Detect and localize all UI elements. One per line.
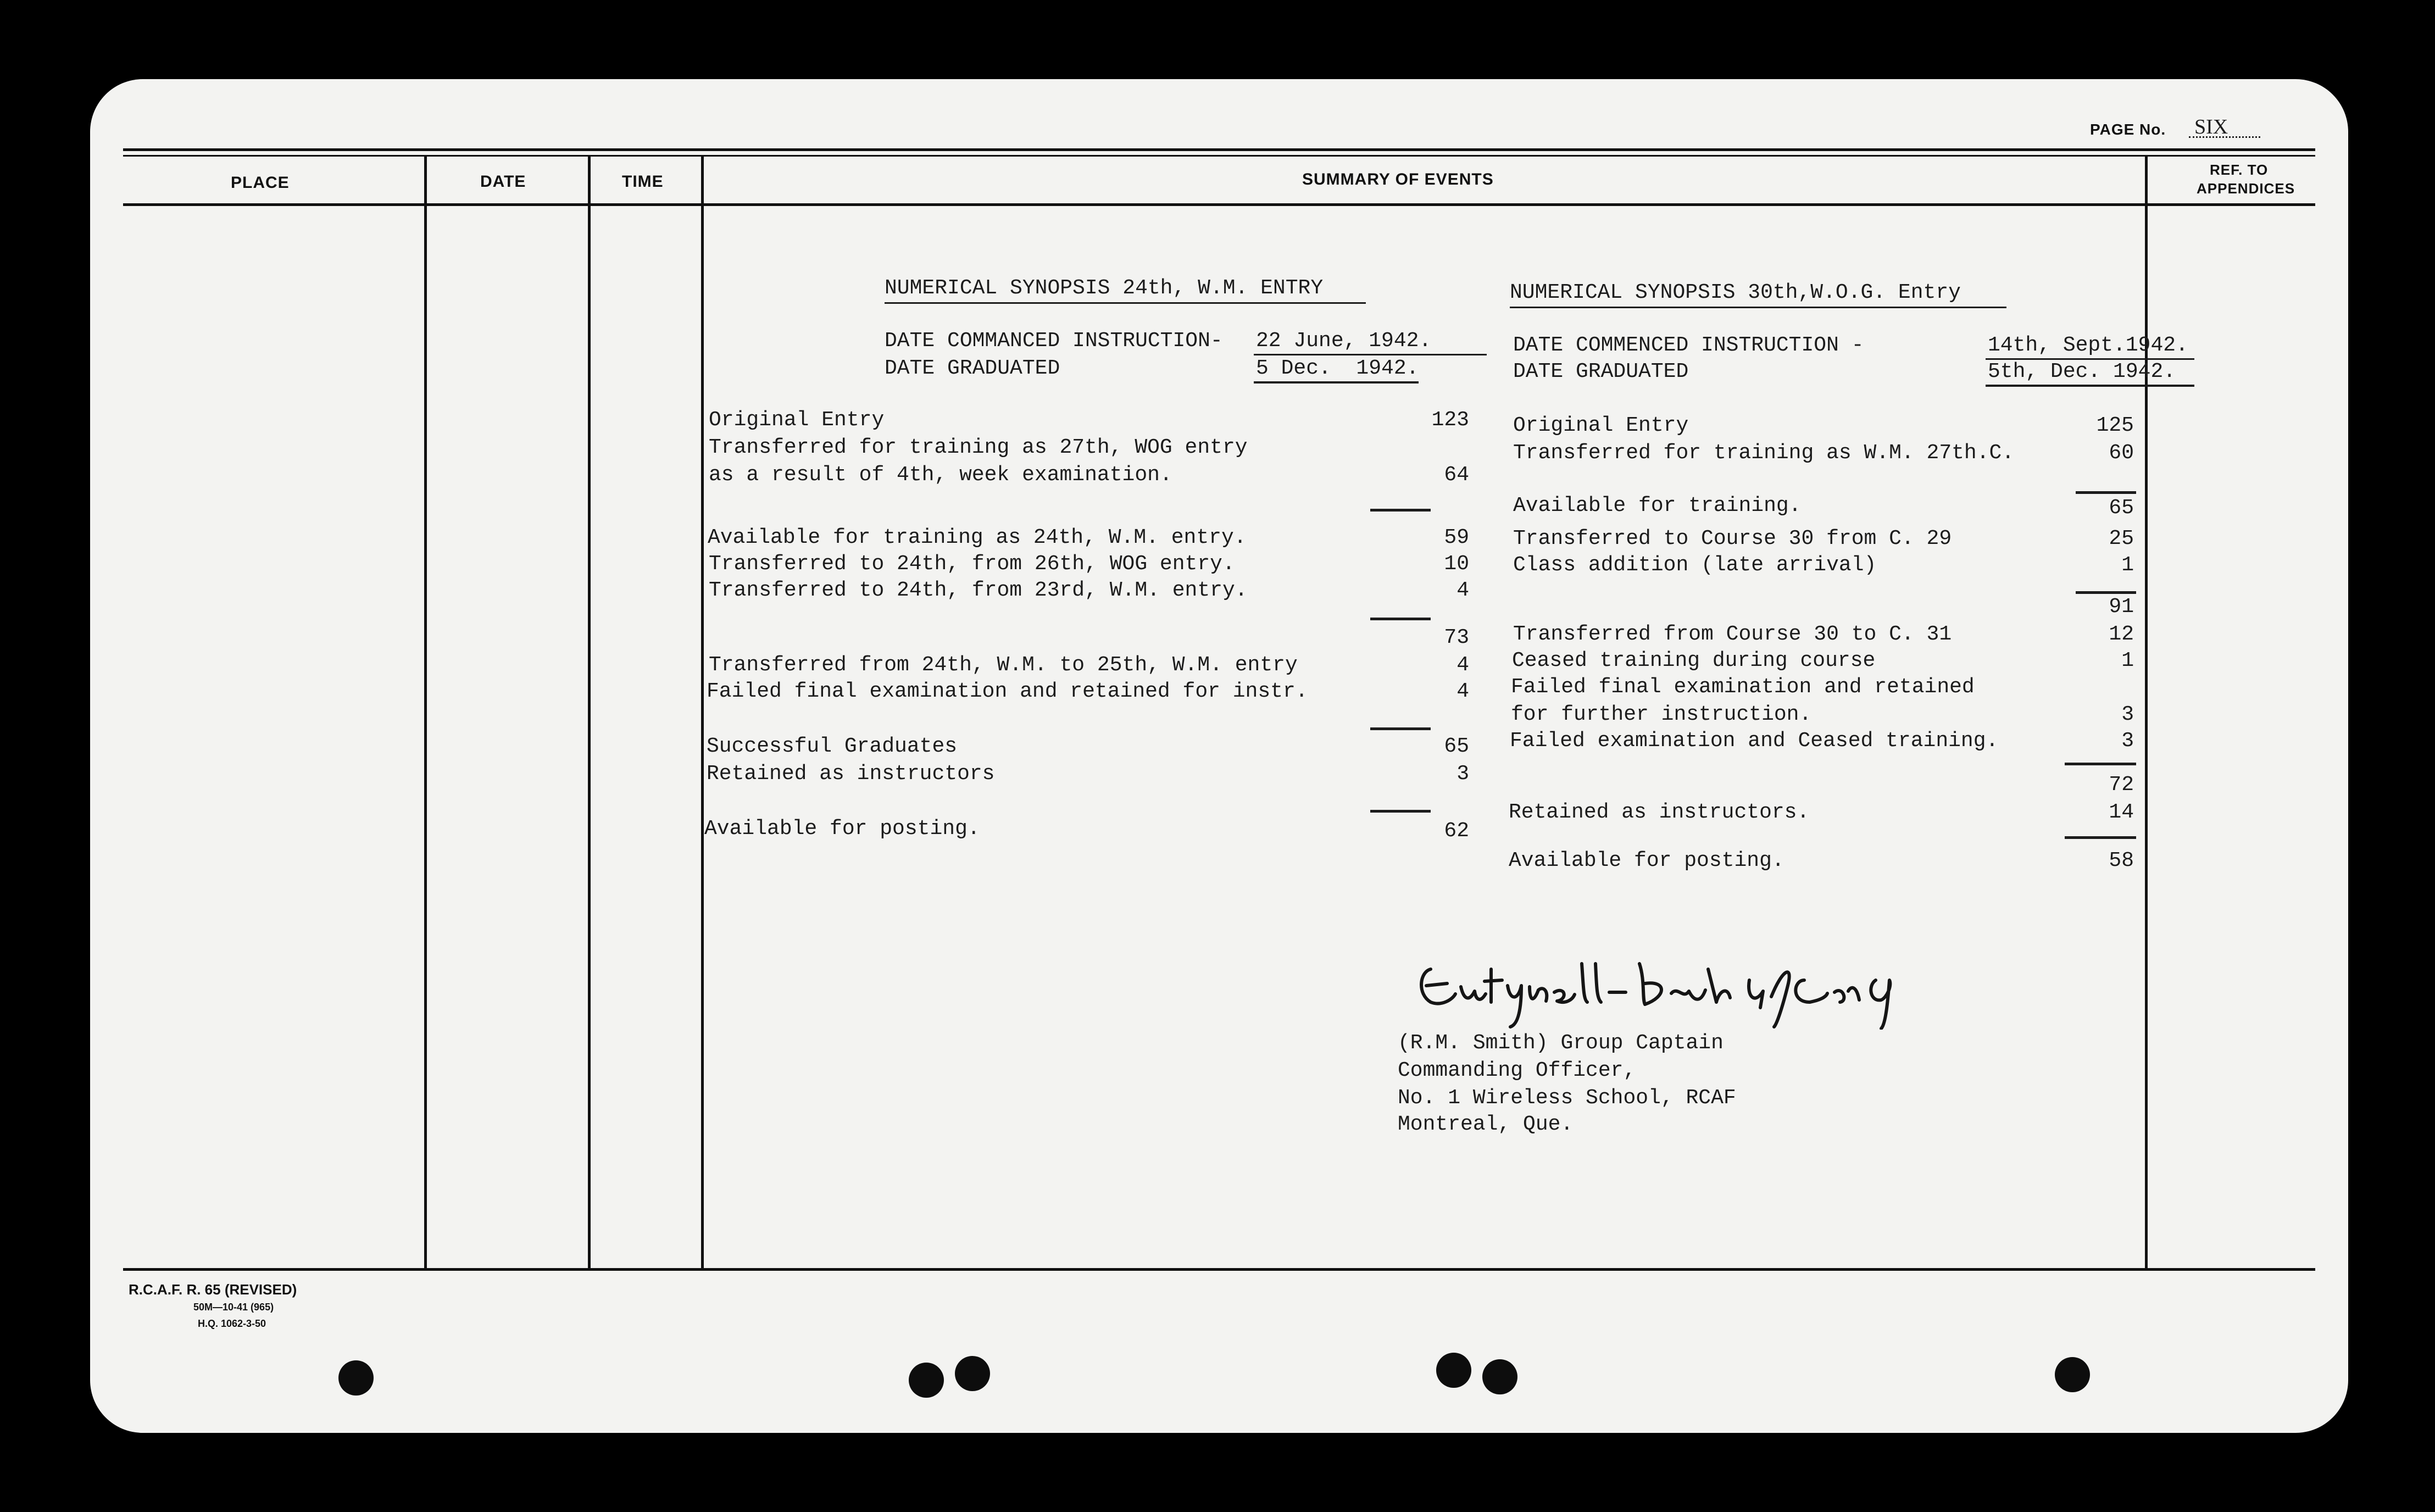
left-row-value: 4 — [1456, 653, 1469, 677]
left-row-label: Available for posting. — [704, 817, 980, 841]
left-row-value: 123 — [1431, 408, 1469, 432]
left-subtotal-rule — [1370, 727, 1431, 730]
column-divider-place — [424, 156, 427, 1269]
right-row-label: Failed final examination and retained — [1511, 675, 1975, 699]
signature-name-rank: (R.M. Smith) Group Captain — [1398, 1031, 1724, 1055]
binder-hole — [2055, 1357, 2090, 1392]
right-subtotal-rule — [2076, 491, 2136, 494]
signature-location: Montreal, Que. — [1398, 1113, 1574, 1136]
left-row-value: 62 — [1444, 819, 1469, 843]
left-subtotal-rule — [1370, 810, 1431, 813]
left-row-label: Available for training as 24th, W.M. entry. — [708, 526, 1247, 549]
right-row-label: Ceased training during course — [1512, 649, 1876, 672]
left-row-value: 64 — [1444, 463, 1469, 487]
left-synopsis-title: NUMERICAL SYNOPSIS 24th, W.M. ENTRY — [885, 276, 1324, 300]
left-row-value: 65 — [1444, 735, 1469, 758]
right-subtotal-rule — [2076, 591, 2136, 594]
left-row-label: Original Entry — [709, 408, 885, 432]
column-divider-date — [588, 156, 591, 1269]
left-date-graduated-label: DATE GRADUATED — [885, 357, 1060, 380]
left-date-commenced-label: DATE COMMANCED INSTRUCTION- — [885, 329, 1223, 353]
form-hq-code: H.Q. 1062-3-50 — [198, 1318, 266, 1329]
right-date-graduated-label: DATE GRADUATED — [1513, 360, 1689, 383]
left-row-label: Transferred from 24th, W.M. to 25th, W.M. entry — [709, 653, 1298, 677]
left-subtotal-rule — [1370, 509, 1431, 512]
right-row-value: 14 — [2109, 801, 2134, 824]
right-row-value: 25 — [2109, 527, 2134, 551]
right-row-label: Failed examination and Ceased training. — [1510, 729, 1999, 753]
column-divider-time — [701, 156, 704, 1269]
left-title-underline — [885, 302, 1366, 304]
header-place: PLACE — [231, 174, 290, 192]
right-title-underline — [1510, 307, 2006, 308]
right-date-commenced-value: 14th, Sept.1942. — [1988, 333, 2188, 357]
left-row-label: Transferred to 24th, from 26th, WOG entry. — [709, 552, 1235, 576]
right-row-label: for further instruction. — [1511, 703, 1812, 726]
footer-rule — [123, 1268, 2315, 1271]
right-graduated-underline — [1986, 385, 2194, 387]
page-no-label: PAGE No. — [2090, 121, 2166, 138]
right-row-label: Class addition (late arrival) — [1513, 553, 1877, 577]
page-no-value: SIX — [2194, 115, 2228, 138]
right-subtotal-rule — [2065, 763, 2136, 765]
right-row-label: Retained as instructors. — [1509, 801, 1810, 824]
handwritten-signature — [1409, 947, 1914, 1030]
right-date-commenced-label: DATE COMMENCED INSTRUCTION - — [1513, 333, 1864, 357]
left-graduated-underline — [1254, 381, 1419, 383]
right-row-label: Transferred for training as W.M. 27th.C. — [1513, 441, 2015, 465]
right-commenced-underline — [1986, 358, 2194, 360]
form-identifier: R.C.A.F. R. 65 (REVISED) — [129, 1281, 297, 1298]
left-row-label: as a result of 4th, week examination. — [709, 463, 1172, 487]
left-commenced-underline — [1254, 354, 1487, 355]
right-row-value: 72 — [2109, 773, 2134, 797]
right-row-value: 125 — [2096, 414, 2134, 437]
header-bottom-rule — [123, 203, 2315, 206]
binder-hole — [909, 1363, 944, 1398]
binder-hole — [1436, 1353, 1471, 1388]
header-time: TIME — [622, 173, 664, 191]
right-row-value: 3 — [2121, 703, 2134, 726]
header-top-rule — [123, 148, 2315, 151]
left-row-value: 10 — [1444, 552, 1469, 576]
left-row-value: 4 — [1456, 579, 1469, 602]
binder-hole — [1482, 1359, 1517, 1394]
right-row-label: Available for training. — [1513, 494, 1802, 518]
left-row-value: 59 — [1444, 526, 1469, 549]
header-top-rule-2 — [123, 155, 2315, 157]
left-row-label: Transferred for training as 27th, WOG entry — [709, 436, 1248, 459]
header-ref-to: REF. TO — [2210, 162, 2269, 178]
right-subtotal-rule — [2065, 836, 2136, 839]
form-print-code: 50M—10-41 (965) — [193, 1302, 274, 1313]
page-no-dotted-line — [2189, 136, 2260, 138]
signature-unit: No. 1 Wireless School, RCAF — [1398, 1086, 1736, 1110]
header-appendices: APPENDICES — [2197, 180, 2295, 197]
header-date: DATE — [480, 173, 526, 191]
left-row-value: 4 — [1456, 680, 1469, 703]
right-row-value: 91 — [2109, 595, 2134, 619]
left-row-value: 73 — [1444, 626, 1469, 649]
right-row-label: Available for posting. — [1509, 849, 1784, 872]
right-row-label: Transferred from Course 30 to C. 31 — [1513, 622, 1952, 646]
left-row-label: Successful Graduates — [707, 735, 958, 758]
right-row-value: 1 — [2121, 553, 2134, 577]
left-date-graduated-value: 5 Dec. 1942. — [1256, 357, 1419, 380]
left-row-label: Failed final examination and retained for instr. — [707, 680, 1308, 703]
right-row-value: 3 — [2121, 729, 2134, 753]
binder-hole — [338, 1360, 374, 1396]
header-summary-of-events: SUMMARY OF EVENTS — [1302, 170, 1494, 188]
right-row-label: Original Entry — [1513, 414, 1689, 437]
right-synopsis-title: NUMERICAL SYNOPSIS 30th,W.O.G. Entry — [1510, 281, 1961, 304]
right-row-value: 60 — [2109, 441, 2134, 465]
left-row-label: Transferred to 24th, from 23rd, W.M. entry. — [709, 579, 1248, 602]
right-date-graduated-value: 5th, Dec. 1942. — [1988, 360, 2176, 383]
right-row-value: 1 — [2121, 649, 2134, 672]
column-divider-summary — [2145, 156, 2148, 1269]
left-subtotal-rule — [1370, 618, 1431, 620]
war-diary-form — [90, 79, 2348, 1433]
signature-title: Commanding Officer, — [1398, 1059, 1636, 1082]
left-date-commenced-value: 22 June, 1942. — [1256, 329, 1432, 353]
right-row-value: 65 — [2109, 496, 2134, 520]
right-row-label: Transferred to Course 30 from C. 29 — [1513, 527, 1952, 551]
left-row-label: Retained as instructors — [707, 762, 995, 786]
left-row-value: 3 — [1456, 762, 1469, 786]
right-row-value: 12 — [2109, 622, 2134, 646]
right-row-value: 58 — [2109, 849, 2134, 872]
binder-hole — [955, 1356, 990, 1391]
